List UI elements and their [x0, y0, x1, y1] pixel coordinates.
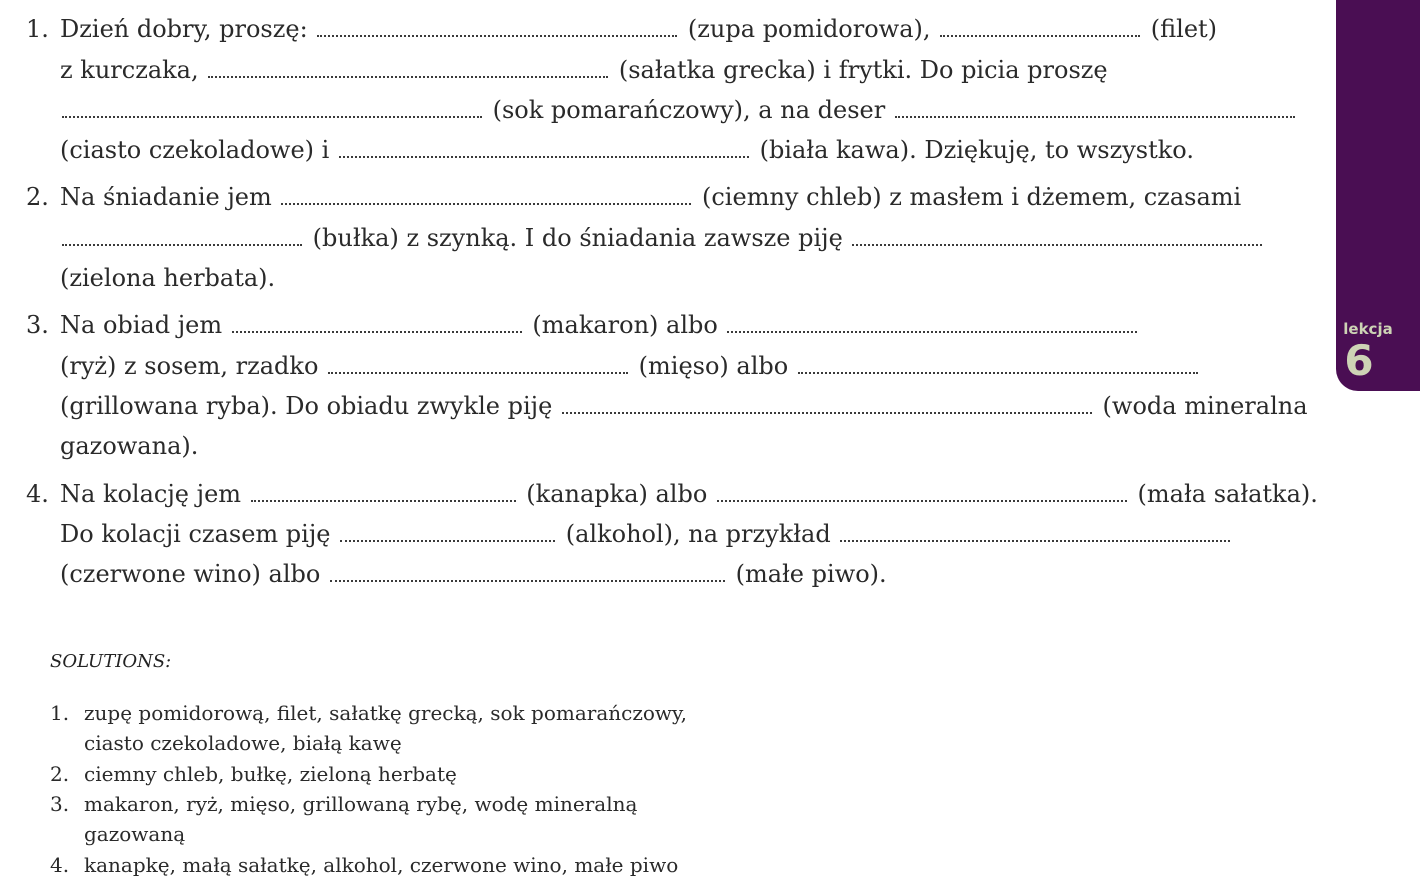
- exercise-text: (sok pomarańczowy), a na deser: [485, 96, 893, 124]
- exercise-line: [60, 14, 1217, 44]
- lesson-tab-number: 6: [1344, 336, 1374, 385]
- exercise-text: (alkohol), na przykład: [558, 520, 839, 548]
- exercise-number: 4.: [26, 480, 49, 508]
- exercise-text: (ryż) z sosem, rzadko: [60, 352, 327, 380]
- blank-field[interactable]: [208, 62, 608, 78]
- blank-field[interactable]: [330, 566, 725, 582]
- exercise-text: Na obiad jem: [60, 311, 230, 339]
- exercise-text: (bułka) z szynką. I do śniadania zawsze piję: [305, 224, 851, 252]
- exercise-text: Do kolacji czasem piję: [60, 520, 339, 548]
- blank-field[interactable]: [340, 526, 555, 542]
- solutions-heading: SOLUTIONS:: [50, 651, 172, 672]
- solution-number: 2.: [50, 762, 70, 786]
- solution-line: makaron, ryż, mięso, grillowaną rybę, wodę mineralną: [84, 792, 638, 816]
- exercise-text: (filet): [1143, 15, 1218, 43]
- exercise-number: 2.: [26, 183, 49, 211]
- lesson-tab: [1336, 0, 1420, 391]
- blank-field[interactable]: [840, 526, 1230, 542]
- exercise-text: Na kolację jem: [60, 480, 249, 508]
- lesson-tab-label: lekcja: [1343, 320, 1393, 338]
- exercise-text: (mięso) albo: [631, 352, 796, 380]
- exercise-text: (małe piwo).: [727, 560, 887, 588]
- blank-field[interactable]: [798, 358, 1198, 374]
- exercise-text: z kurczaka,: [60, 56, 207, 84]
- exercise-text: Dzień dobry, proszę:: [60, 15, 316, 43]
- exercise-line: [60, 431, 198, 461]
- exercise-text: (ciemny chleb) z masłem i dżemem, czasami: [694, 183, 1242, 211]
- blank-field[interactable]: [727, 317, 1137, 333]
- exercise-text: (zupa pomidorowa),: [680, 15, 939, 43]
- exercise-number: 1.: [26, 15, 49, 43]
- blank-field[interactable]: [317, 21, 677, 37]
- exercise-line: [60, 310, 1140, 340]
- blank-field[interactable]: [62, 102, 482, 118]
- blank-field[interactable]: [940, 21, 1140, 37]
- exercise-line: [60, 391, 1308, 421]
- blank-field[interactable]: [62, 230, 302, 246]
- blank-field[interactable]: [852, 230, 1262, 246]
- solution-number: 3.: [50, 792, 70, 816]
- exercise-text: (woda mineralna: [1094, 392, 1308, 420]
- exercise-text: Na śniadanie jem: [60, 183, 280, 211]
- exercise-text: (czerwone wino) albo: [60, 560, 328, 588]
- blank-field[interactable]: [562, 398, 1092, 414]
- exercise-text: (grillowana ryba). Do obiadu zwykle piję: [60, 392, 560, 420]
- exercise-text: (biała kawa). Dziękuję, to wszystko.: [751, 136, 1194, 164]
- solution-line: kanapkę, małą sałatkę, alkohol, czerwone wino, małe piwo: [84, 853, 679, 877]
- exercise-line: [60, 182, 1241, 212]
- solution-number: 4.: [50, 853, 70, 877]
- blank-field[interactable]: [281, 189, 691, 205]
- solution-line: ciasto czekoladowe, białą kawę: [84, 731, 402, 755]
- exercise-text: (zielona herbata).: [60, 264, 276, 292]
- exercise-text: (kanapka) albo: [518, 480, 715, 508]
- solution-line: ciemny chleb, bułkę, zieloną herbatę: [84, 762, 457, 786]
- exercise-text: (makaron) albo: [524, 311, 726, 339]
- blank-field[interactable]: [328, 358, 628, 374]
- exercise-text: (ciasto czekoladowe) i: [60, 136, 337, 164]
- blank-field[interactable]: [251, 486, 516, 502]
- exercise-line: [60, 519, 1233, 549]
- exercise-line: [60, 55, 1108, 85]
- exercise-line: [60, 95, 1298, 125]
- exercise-line: [60, 351, 1201, 381]
- exercise-line: [60, 223, 1265, 253]
- solution-number: 1.: [50, 701, 70, 725]
- blank-field[interactable]: [717, 486, 1127, 502]
- exercise-line: [60, 263, 275, 293]
- exercise-number: 3.: [26, 311, 49, 339]
- exercise-line: [60, 479, 1318, 509]
- exercise-text: gazowana).: [60, 432, 199, 460]
- exercise-text: (mała sałatka).: [1129, 480, 1318, 508]
- exercise-line: [60, 559, 887, 589]
- blank-field[interactable]: [895, 102, 1295, 118]
- blank-field[interactable]: [339, 142, 749, 158]
- solution-line: gazowaną: [84, 822, 186, 846]
- solution-line: zupę pomidorową, filet, sałatkę grecką, sok pomarańczowy,: [84, 701, 688, 725]
- blank-field[interactable]: [232, 317, 522, 333]
- exercise-line: [60, 135, 1194, 165]
- exercise-text: (sałatka grecka) i frytki. Do picia proszę: [611, 56, 1108, 84]
